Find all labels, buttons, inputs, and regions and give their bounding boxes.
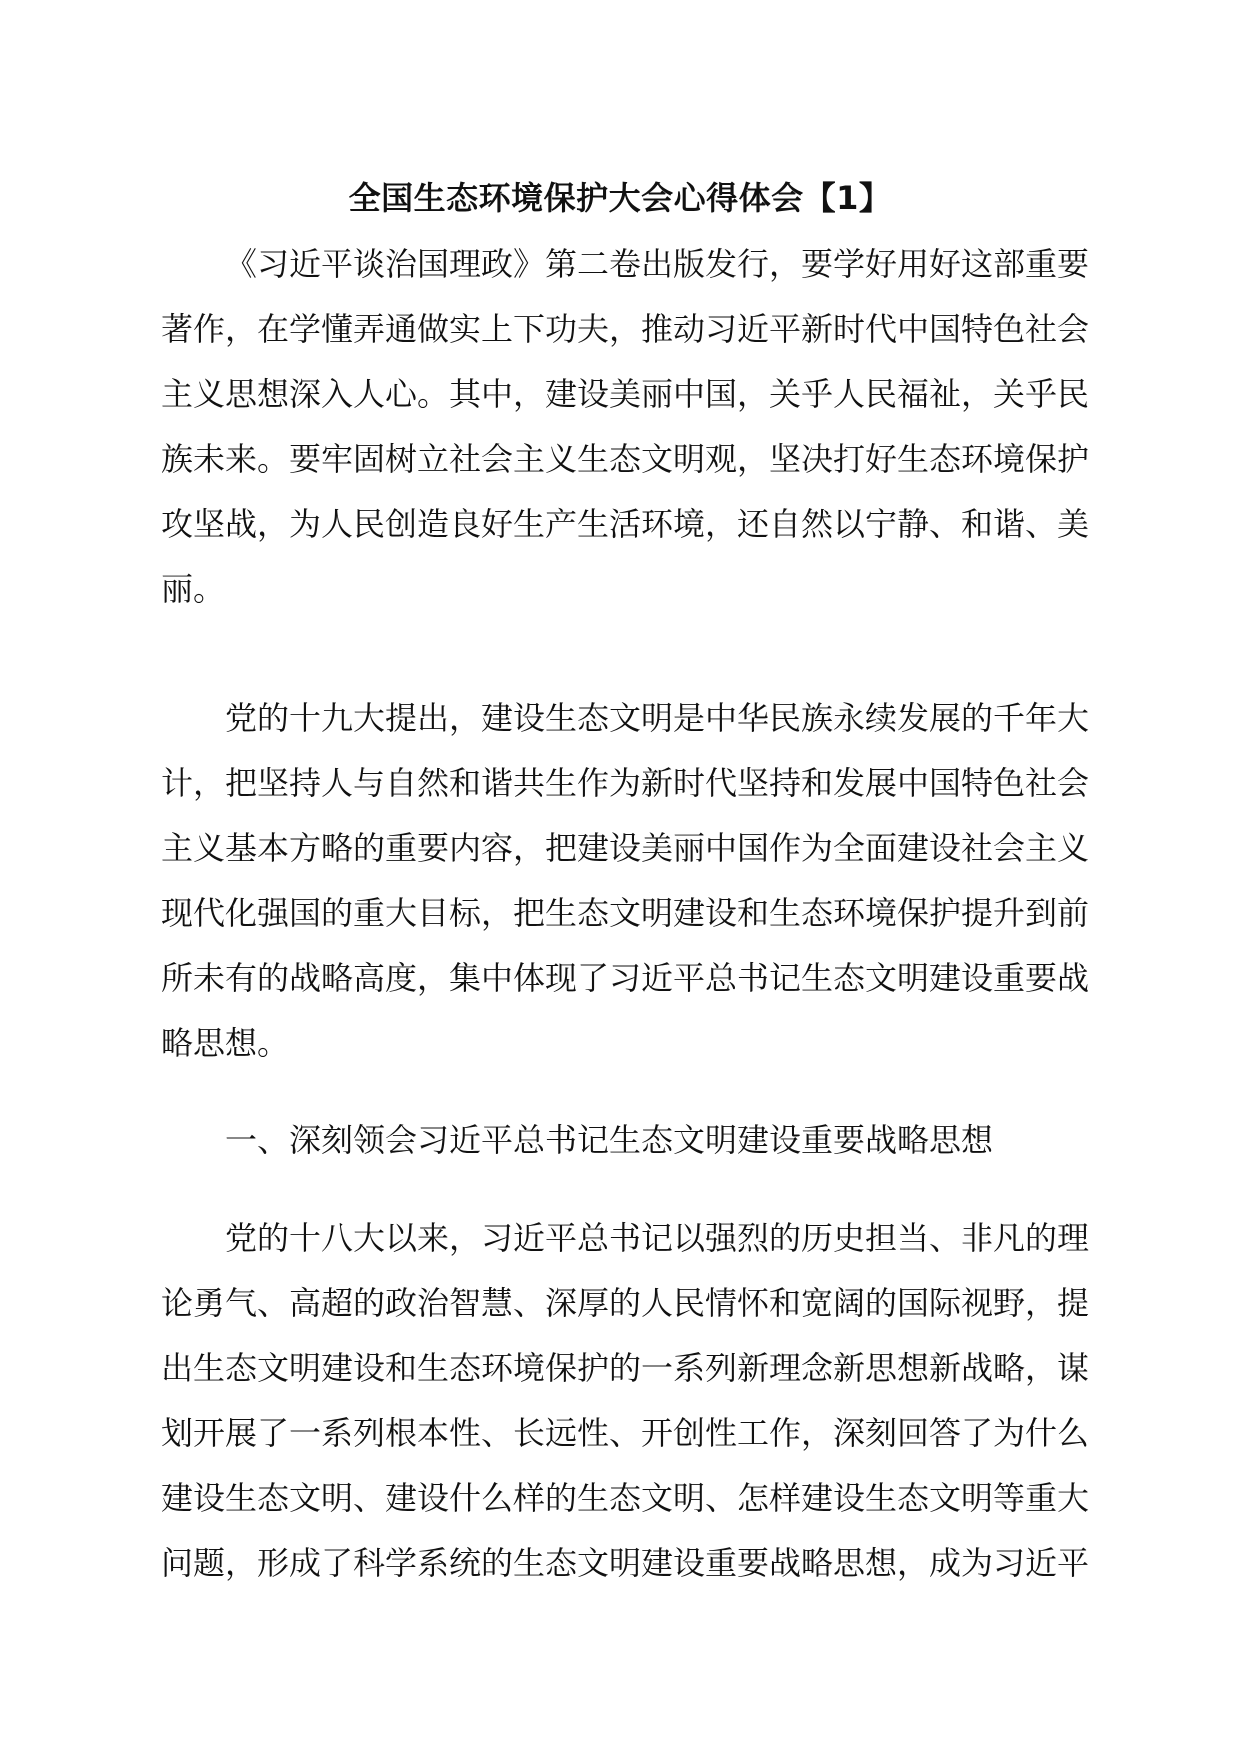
paragraph-line: 出生态文明建设和生态环境保护的一系列新理念新思想新战略，谋 xyxy=(161,1349,1090,1387)
paragraph-line: 建设生态文明、建设什么样的生态文明、怎样建设生态文明等重大 xyxy=(161,1479,1090,1517)
paragraph-line: 著作，在学懂弄通做实上下功夫，推动习近平新时代中国特色社会 xyxy=(161,310,1090,348)
paragraph-line: 《习近平谈治国理政》第二卷出版发行，要学好用好这部重要 xyxy=(225,245,1090,283)
paragraph-1 xyxy=(161,232,1090,622)
document-title: 全国生态环境保护大会心得体会【1】 xyxy=(348,179,892,217)
section-heading-line: 一、深刻领会习近平总书记生态文明建设重要战略思想 xyxy=(225,1121,994,1159)
paragraph-line: 党的十九大提出，建设生态文明是中华民族永续发展的千年大 xyxy=(225,699,1090,737)
paragraph-line: 主义思想深入人心。其中，建设美丽中国，关乎人民福祉，关乎民 xyxy=(161,375,1090,413)
paragraph-line: 主义基本方略的重要内容，把建设美丽中国作为全面建设社会主义 xyxy=(161,829,1090,867)
paragraph-line: 所未有的战略高度，集中体现了习近平总书记生态文明建设重要战 xyxy=(161,959,1090,997)
paragraph-line: 论勇气、高超的政治智慧、深厚的人民情怀和宽阔的国际视野，提 xyxy=(161,1284,1090,1322)
paragraph-line: 党的十八大以来，习近平总书记以强烈的历史担当、非凡的理 xyxy=(225,1219,1090,1257)
paragraph-line: 问题，形成了科学系统的生态文明建设重要战略思想，成为习近平 xyxy=(161,1544,1090,1582)
paragraph-line: 攻坚战，为人民创造良好生产生活环境，还自然以宁静、和谐、美 xyxy=(161,505,1090,543)
paragraph-line: 丽。 xyxy=(161,570,226,608)
paragraph-line: 略思想。 xyxy=(161,1024,290,1062)
paragraph-line: 划开展了一系列根本性、长远性、开创性工作，深刻回答了为什么 xyxy=(161,1414,1090,1452)
paragraph-line: 计，把坚持人与自然和谐共生作为新时代坚持和发展中国特色社会 xyxy=(161,764,1090,802)
section-heading xyxy=(161,1108,1071,1173)
paragraph-3 xyxy=(161,1206,1090,1596)
paragraph-2 xyxy=(161,686,1090,1076)
paragraph-line: 现代化强国的重大目标，把生态文明建设和生态环境保护提升到前 xyxy=(161,894,1090,932)
paragraph-line: 族未来。要牢固树立社会主义生态文明观，坚决打好生态环境保护 xyxy=(161,440,1090,478)
